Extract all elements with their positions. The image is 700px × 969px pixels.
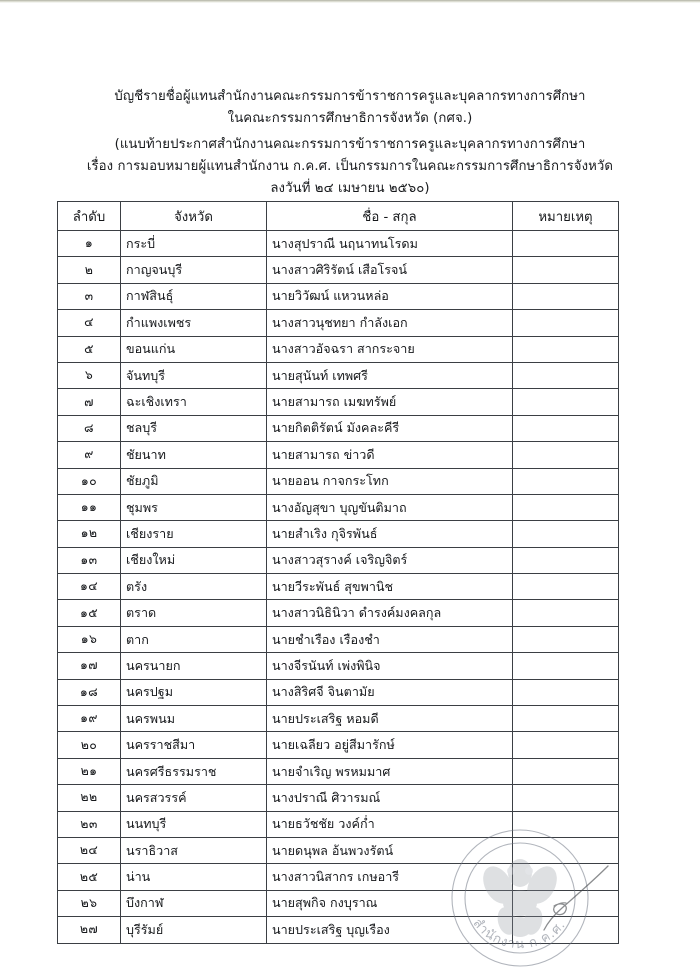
table-row [58,310,619,336]
cell-order-number: ๑๔ [58,574,121,600]
cell-province: นครสวรรค์ [121,785,267,811]
heading-line-1: บัญชีรายชื่อผู้แทนสำนักงานคณะกรรมการข้าราชการครูและบุคลากรทางการศึกษา [114,89,586,104]
cell-note [513,362,619,388]
cell-note [513,231,619,257]
cell-note [513,811,619,837]
cell-order-number: ๑๓ [58,547,121,573]
cell-note [513,468,619,494]
cell-order-number: ๒๓ [58,811,121,837]
cell-full-name: นางสิริศจี จินตามัย [267,679,513,705]
cell-order-number: ๒๒ [58,785,121,811]
cell-full-name: นายธวัชชัย วงค์ก่ำ [267,811,513,837]
cell-note [513,415,619,441]
table-row [58,811,619,837]
cell-order-number: ๕ [58,336,121,362]
cell-full-name: นายวิวัฒน์ แหวนหล่อ [267,283,513,309]
cell-order-number: ๙ [58,442,121,468]
cell-province: นครพนม [121,706,267,732]
table-row [58,547,619,573]
cell-order-number: ๑๐ [58,468,121,494]
cell-order-number: ๑๒ [58,521,121,547]
cell-full-name: นางสาวนิสากร เกษอารี [267,864,513,890]
document-heading [0,86,700,200]
cell-full-name: นายเฉลียว อยู่สีมารักษ์ [267,732,513,758]
table-row [58,521,619,547]
column-header-note: หมายเหตุ [513,202,619,231]
cell-note [513,521,619,547]
cell-full-name: นายจำเริญ พรหมมาศ [267,758,513,784]
cell-note [513,679,619,705]
table-row [58,257,619,283]
cell-order-number: ๒ [58,257,121,283]
cell-full-name: นายสุพกิจ กงบุราณ [267,890,513,916]
cell-full-name: นายสามารถ เมฆทรัพย์ [267,389,513,415]
table-row [58,890,619,916]
table-row [58,758,619,784]
cell-province: น่าน [121,864,267,890]
cell-order-number: ๖ [58,362,121,388]
cell-order-number: ๗ [58,389,121,415]
cell-province: บุรีรัมย์ [121,917,267,943]
cell-order-number: ๘ [58,415,121,441]
cell-province: ฉะเชิงเทรา [121,389,267,415]
cell-full-name: นายออน กาจกระโทก [267,468,513,494]
table-row [58,336,619,362]
heading-line-3: (แนบท้ายประกาศสำนักงานคณะกรรมการข้าราชการครูและบุคลากรทางการศึกษา [114,136,586,152]
cell-full-name: นางสาวศิริรัตน์ เสือโรจน์ [267,257,513,283]
cell-order-number: ๑๘ [58,679,121,705]
cell-note [513,389,619,415]
cell-province: ขอนแก่น [121,336,267,362]
cell-province: บึงกาฬ [121,890,267,916]
table-row [58,917,619,943]
cell-province: จันทบุรี [121,362,267,388]
cell-province: นครราชสีมา [121,732,267,758]
cell-order-number: ๑๖ [58,626,121,652]
cell-full-name: นายสำเริง กุจิรพันธ์ [267,521,513,547]
table-row [58,574,619,600]
cell-note [513,283,619,309]
cell-order-number: ๔ [58,310,121,336]
cell-order-number: ๑๗ [58,653,121,679]
table-row [58,415,619,441]
cell-full-name: นายวีระพันธ์ สุขพานิช [267,574,513,600]
cell-order-number: ๒๑ [58,758,121,784]
cell-province: ชลบุรี [121,415,267,441]
table-row [58,468,619,494]
table-row [58,679,619,705]
cell-province: ตรัง [121,574,267,600]
cell-province: นครปฐม [121,679,267,705]
cell-full-name: นายประเสริฐ หอมดี [267,706,513,732]
table-body [58,231,619,944]
cell-note [513,600,619,626]
cell-note [513,310,619,336]
cell-province: กระบี่ [121,231,267,257]
cell-note [513,864,619,890]
cell-province: กำแพงเพชร [121,310,267,336]
table-row [58,864,619,890]
cell-note [513,442,619,468]
cell-full-name: นางอัญสุขา บุญขันติมาถ [267,494,513,520]
cell-province: กาญจนบุรี [121,257,267,283]
cell-full-name: นายดนุพล อ้นพวงรัตน์ [267,837,513,863]
cell-note [513,626,619,652]
table-header-row [58,202,619,231]
cell-note [513,706,619,732]
cell-order-number: ๒๐ [58,732,121,758]
cell-province: กาฬสินธุ์ [121,283,267,309]
cell-full-name: นางจีรนันท์ เพ่งพินิจ [267,653,513,679]
cell-note [513,257,619,283]
table-row [58,494,619,520]
cell-order-number: ๑ [58,231,121,257]
cell-province: เชียงใหม่ [121,547,267,573]
table-row [58,362,619,388]
cell-full-name: นางสาวสุรางค์ เจริญจิตร์ [267,547,513,573]
table-row [58,600,619,626]
cell-province: นครศรีธรรมราช [121,758,267,784]
cell-order-number: ๑๕ [58,600,121,626]
cell-full-name: นางสาวนิธินิวา ดำรงค์มงคลกุล [267,600,513,626]
column-header-name: ชื่อ - สกุล [267,202,513,231]
cell-note [513,732,619,758]
cell-full-name: นางปราณี ศิวารมณ์ [267,785,513,811]
column-header-province: จังหวัด [121,202,267,231]
cell-note [513,653,619,679]
table-row [58,442,619,468]
cell-full-name: นายประเสริฐ บุญเรือง [267,917,513,943]
cell-note [513,574,619,600]
heading-line-2: ในคณะกรรมการศึกษาธิการจังหวัด (กศจ.) [227,111,473,127]
cell-full-name: นางสาวนุชทยา กำลังเอก [267,310,513,336]
cell-province: นครนายก [121,653,267,679]
cell-full-name: นายชำเรือง เรืองชำ [267,626,513,652]
cell-order-number: ๓ [58,283,121,309]
representative-roster-table [57,201,619,944]
cell-order-number: ๒๗ [58,917,121,943]
cell-province: นนทบุรี [121,811,267,837]
cell-order-number: ๒๔ [58,837,121,863]
table-row [58,732,619,758]
table-row [58,231,619,257]
cell-province: ชัยภูมิ [121,468,267,494]
table-row [58,389,619,415]
cell-note [513,547,619,573]
cell-full-name: นายสามารถ ข่าวดี [267,442,513,468]
cell-province: เชียงราย [121,521,267,547]
cell-order-number: ๒๖ [58,890,121,916]
cell-order-number: ๑๑ [58,494,121,520]
cell-province: ชัยนาท [121,442,267,468]
cell-note [513,917,619,943]
heading-line-4: เรื่อง การมอบหมายผู้แทนสำนักงาน ก.ค.ศ. เป็นกรรมการในคณะกรรมการศึกษาธิการจังหวัด [86,158,614,174]
cell-province: ชุมพร [121,494,267,520]
cell-full-name: นายสุนันท์ เทพศรี [267,362,513,388]
cell-order-number: ๒๕ [58,864,121,890]
table-row [58,837,619,863]
cell-order-number: ๑๙ [58,706,121,732]
table-row [58,653,619,679]
cell-note [513,494,619,520]
cell-note [513,336,619,362]
cell-note [513,758,619,784]
table-row [58,785,619,811]
table-row [58,706,619,732]
table-row [58,626,619,652]
cell-full-name: นายกิตติรัตน์ มังคละคีรี [267,415,513,441]
cell-province: ตราด [121,600,267,626]
cell-note [513,785,619,811]
cell-full-name: นางสาวอัจฉรา สากระจาย [267,336,513,362]
cell-full-name: นางสุปราณี นฤนาทนโรดม [267,231,513,257]
column-header-no: ลำดับ [58,202,121,231]
cell-province: นราธิวาส [121,837,267,863]
seal-rim-text: สำนักงาน ก.ค.ศ. [469,915,570,953]
cell-province: ตาก [121,626,267,652]
cell-note [513,837,619,863]
table-row [58,283,619,309]
heading-line-5: ลงวันที่ ๒๔ เมษายน ๒๕๖๐) [270,181,430,197]
cell-note [513,890,619,916]
